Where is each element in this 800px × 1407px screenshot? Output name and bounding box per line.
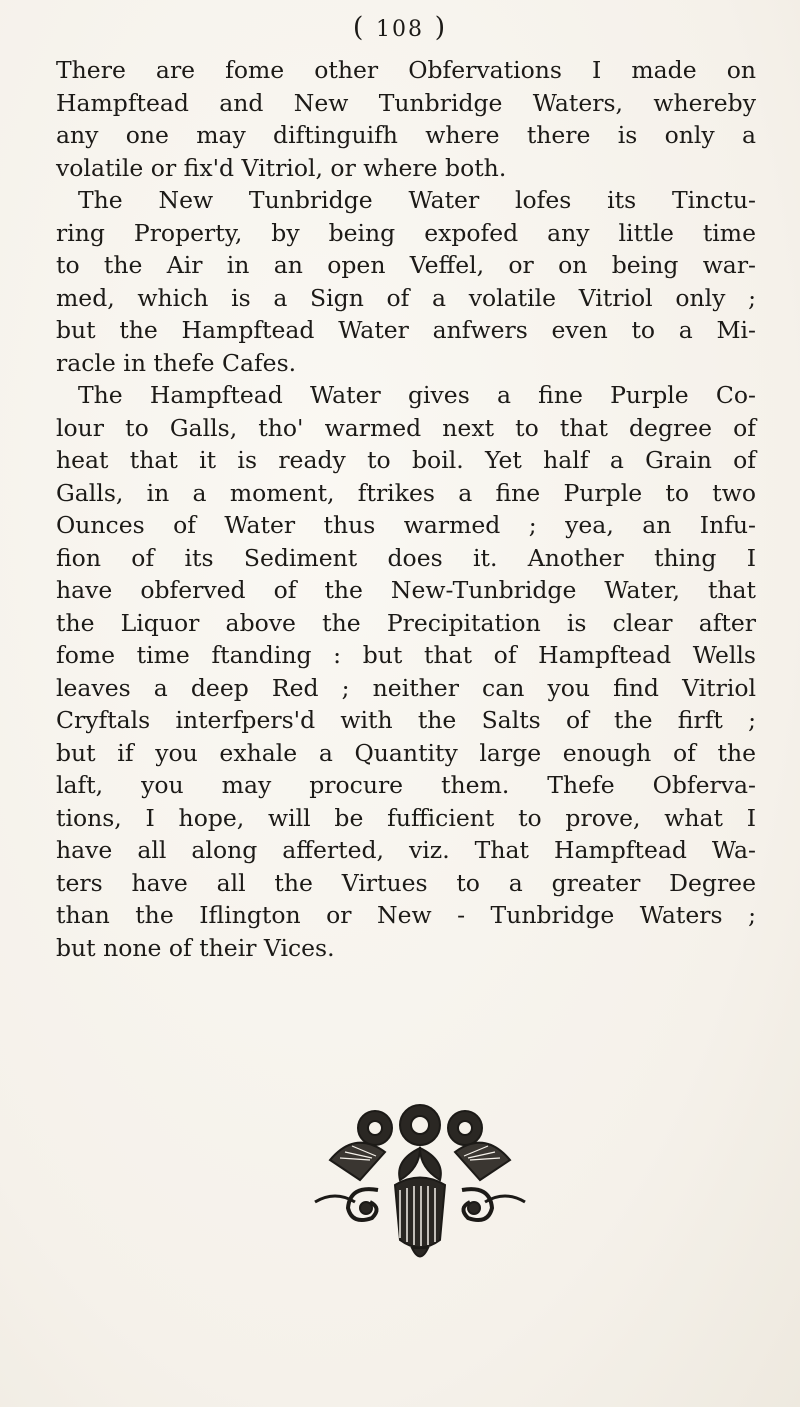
- text-line: leaves a deep Red ; neither can you find Vitriol: [56, 673, 756, 702]
- text-line: lour to Galls, tho' warmed next to that degree of: [56, 413, 756, 442]
- text-line: There are fome other Obfervations I made on: [56, 56, 756, 84]
- text-line: The Hampftead Water gives a fine Purple Co-: [78, 381, 756, 409]
- text-line: volatile or fix'd Vitriol, or where both.: [56, 153, 507, 182]
- text-line: Cryftals interfpers'd with the Salts of the firft ;: [56, 706, 756, 734]
- text-line: Ounces of Water thus warmed ; yea, an Infu-: [56, 511, 756, 539]
- text-line: the Liquor above the Precipitation is clear after: [56, 608, 756, 637]
- floral-tailpiece-ornament: [300, 1090, 540, 1265]
- text-line: have obferved of the New-Tunbridge Water, that: [56, 576, 756, 604]
- text-line: heat that it is ready to boil. Yet half a Grain of: [56, 446, 756, 474]
- text-line: have all along afferted, viz. That Hampftead Wa-: [56, 836, 756, 864]
- body-text: [56, 54, 756, 964]
- text-line: but the Hampftead Water anfwers even to a Mi-: [56, 316, 756, 344]
- page-number: 108: [376, 17, 424, 42]
- text-line: The New Tunbridge Water lofes its Tinctu-: [78, 186, 756, 214]
- text-line: Galls, in a moment, ftrikes a fine Purple to two: [56, 478, 756, 507]
- text-line: but if you exhale a Quantity large enough of the: [56, 738, 756, 767]
- text-line: tions, I hope, will be fufficient to prove, what I: [56, 803, 756, 832]
- text-line: fion of its Sediment does it. Another thing I: [56, 543, 756, 572]
- page-header: [0, 12, 800, 43]
- text-line: ring Property, by being expofed any little time: [56, 218, 756, 247]
- text-line: med, which is a Sign of a volatile Vitriol only ;: [56, 283, 756, 312]
- text-line: than the Iflington or New - Tunbridge Waters ;: [56, 901, 756, 929]
- text-line: to the Air in an open Veffel, or on being war-: [56, 251, 756, 279]
- text-line: laft, you may procure them. Thefe Obferva-: [56, 771, 756, 799]
- text-line: fome time ftanding : but that of Hampftead Wells: [56, 641, 756, 669]
- close-paren: ): [434, 12, 448, 43]
- open-paren: (: [352, 12, 366, 43]
- text-line: racle in thefe Cafes.: [56, 348, 297, 377]
- text-line: Hampftead and New Tunbridge Waters, whereby: [56, 88, 756, 117]
- text-line: ters have all the Virtues to a greater Degree: [56, 868, 756, 897]
- text-line: but none of their Vices.: [56, 933, 335, 962]
- text-line: any one may diftinguifh where there is only a: [56, 121, 756, 149]
